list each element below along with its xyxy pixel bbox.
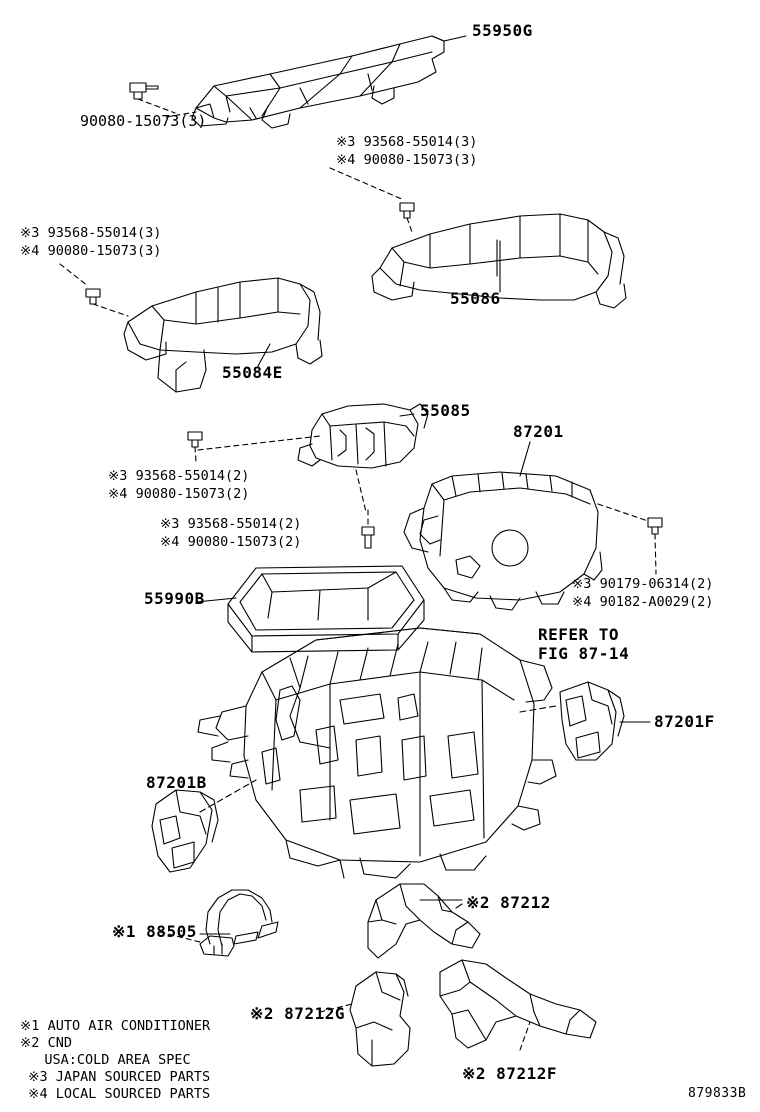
- leader-55950g: [444, 36, 466, 41]
- bolt-93568-lower: [362, 527, 374, 548]
- part-label-87201f: 87201F: [654, 712, 715, 731]
- part-87201f: [560, 682, 624, 760]
- part-55950g: [192, 36, 444, 128]
- part-87212g: [350, 972, 410, 1066]
- part-hvac-unit: [198, 628, 556, 878]
- part-label-87212g: ※2 87212G: [250, 1004, 345, 1023]
- part-label-55084e: 55084E: [222, 363, 283, 382]
- refer-to-line1: REFER TO: [538, 625, 620, 644]
- bolt-90179: [648, 518, 662, 534]
- note-93568-55014-3-b: ※3 93568-55014(3): [20, 225, 162, 241]
- bolt-90080-top: [130, 83, 158, 99]
- part-label-55950g: 55950G: [472, 21, 533, 40]
- part-label-87201b: 87201B: [146, 773, 207, 792]
- part-87212f: [440, 960, 596, 1048]
- note-90080-15073-2-a: ※4 90080-15073(2): [108, 486, 250, 502]
- part-label-90080-15073-top: 90080-15073(3): [80, 112, 207, 130]
- note-90182-a0029: ※4 90182-A0029(2): [572, 594, 714, 610]
- legend-line-4: ※3 JAPAN SOURCED PARTS: [20, 1069, 211, 1085]
- part-87212: [368, 884, 480, 958]
- part-88505: [200, 890, 278, 956]
- part-87201b: [152, 790, 218, 872]
- part-label-55086: 55086: [450, 289, 501, 308]
- leader-87201: [520, 442, 530, 476]
- note-90080-15073-2-b: ※4 90080-15073(2): [160, 534, 302, 550]
- legend-line-1: ※1 AUTO AIR CONDITIONER: [20, 1018, 211, 1034]
- note-90080-15073-3-a: ※4 90080-15073(3): [336, 152, 478, 168]
- legend-line-2: ※2 CND: [20, 1035, 72, 1051]
- part-label-55085: 55085: [420, 401, 471, 420]
- part-label-87201: 87201: [513, 422, 564, 441]
- note-93568-55014-2-a: ※3 93568-55014(2): [108, 468, 250, 484]
- refer-to-line2: FIG 87-14: [538, 644, 630, 663]
- bolt-93568-55085: [188, 432, 202, 447]
- part-label-87212: ※2 87212: [466, 893, 551, 912]
- part-label-88505: ※1 88505: [112, 922, 197, 941]
- legend-line-5: ※4 LOCAL SOURCED PARTS: [20, 1086, 211, 1102]
- figure-code: 879833B: [688, 1086, 747, 1101]
- note-93568-55014-3-a: ※3 93568-55014(3): [336, 134, 478, 150]
- note-90080-15073-3-b: ※4 90080-15073(3): [20, 243, 162, 259]
- part-label-87212f: ※2 87212F: [462, 1064, 557, 1083]
- bolt-93568-upper: [400, 203, 414, 218]
- leader-55085: [400, 414, 414, 416]
- note-93568-55014-2-b: ※3 93568-55014(2): [160, 516, 302, 532]
- part-label-55990b: 55990B: [144, 589, 205, 608]
- bolt-93568-left: [86, 289, 100, 304]
- note-90179-06314: ※3 90179-06314(2): [572, 576, 714, 592]
- legend-line-3: USA:COLD AREA SPEC: [20, 1052, 191, 1068]
